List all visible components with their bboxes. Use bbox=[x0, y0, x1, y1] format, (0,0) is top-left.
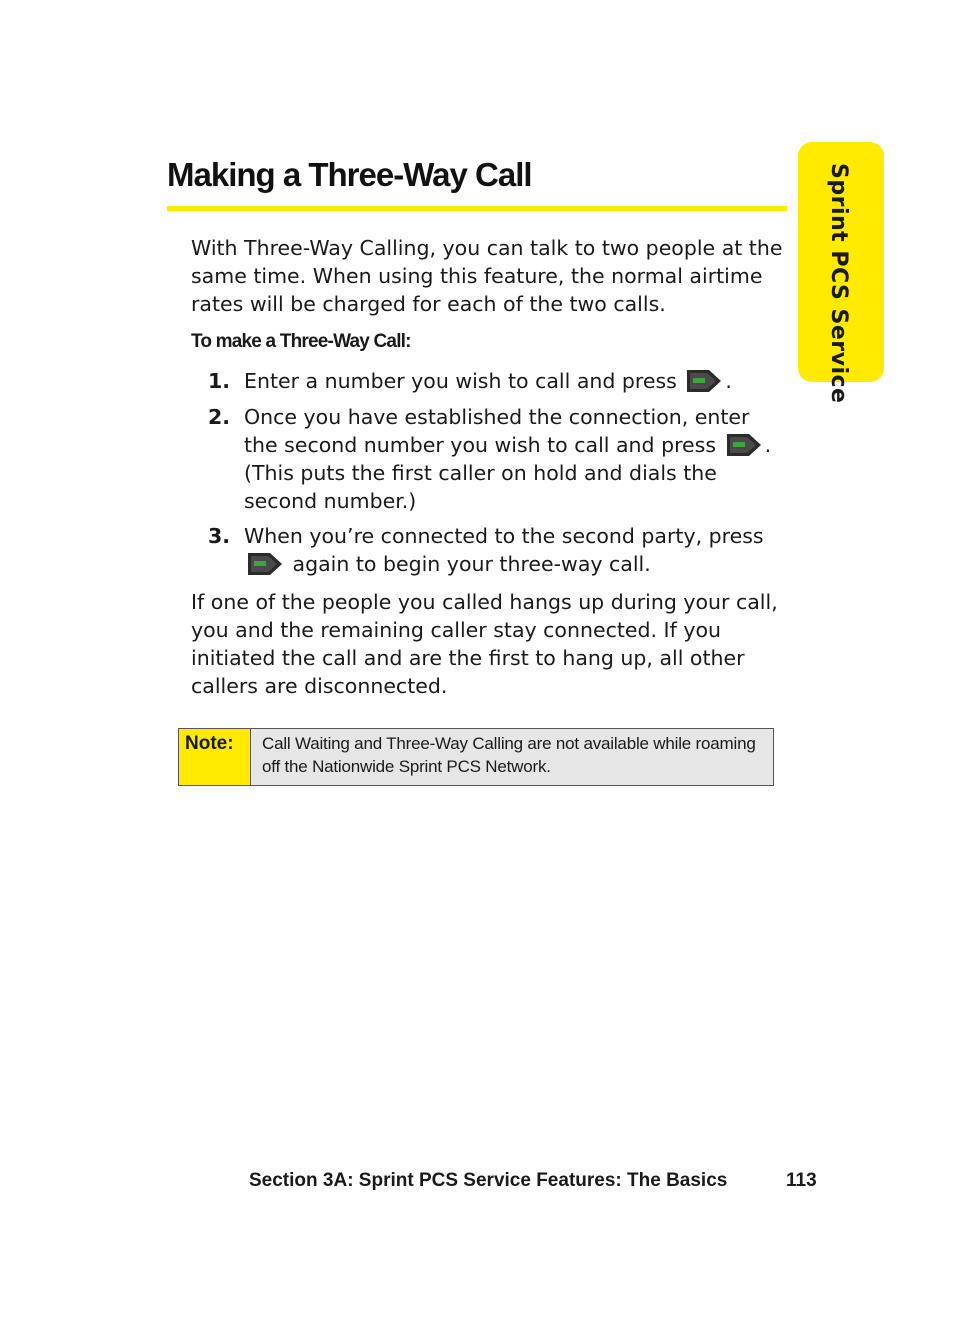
note-label: Note: bbox=[179, 729, 251, 785]
footer-section-title: Section 3A: Sprint PCS Service Features: The Basics bbox=[249, 1170, 728, 1191]
step-text: When you’re connected to the second party, press bbox=[244, 524, 764, 548]
outro-paragraph: If one of the people you called hangs up during your call, you and the remaining caller stay connected. If you initiated the call and are the first to hang up, all other callers are disconnected. bbox=[191, 590, 778, 698]
note-text: Call Waiting and Three-Way Calling are not available while roaming off the Nationwide Sprint PCS Network. bbox=[251, 729, 773, 785]
step-number: 2. bbox=[208, 405, 231, 429]
note-box bbox=[178, 728, 774, 786]
step-text-end: again to begin your three-way call. bbox=[292, 552, 651, 576]
step-text-end: . bbox=[725, 369, 732, 393]
page-title: Making a Three-Way Call bbox=[167, 156, 532, 193]
step-number: 3. bbox=[208, 524, 231, 548]
step-text: Once you have established the connection, enter the second number you wish to call and press bbox=[244, 405, 750, 457]
page-number: 113 bbox=[786, 1170, 817, 1191]
section-tab-label: Sprint PCS Service bbox=[826, 163, 851, 404]
talk-key-icon bbox=[725, 432, 763, 458]
step-text-end: . (This puts the first caller on hold and dials the second number.) bbox=[244, 433, 772, 513]
procedure-heading: To make a Three-Way Call: bbox=[191, 331, 411, 352]
talk-key-icon bbox=[685, 368, 723, 394]
step-number: 1. bbox=[208, 369, 231, 393]
title-underline bbox=[167, 206, 787, 211]
talk-key-icon bbox=[246, 551, 284, 577]
intro-paragraph: With Three-Way Calling, you can talk to two people at the same time. When using this feature, the normal airtime rates will be charged for each of the two calls. bbox=[191, 236, 783, 316]
step-text: Enter a number you wish to call and press bbox=[244, 369, 677, 393]
